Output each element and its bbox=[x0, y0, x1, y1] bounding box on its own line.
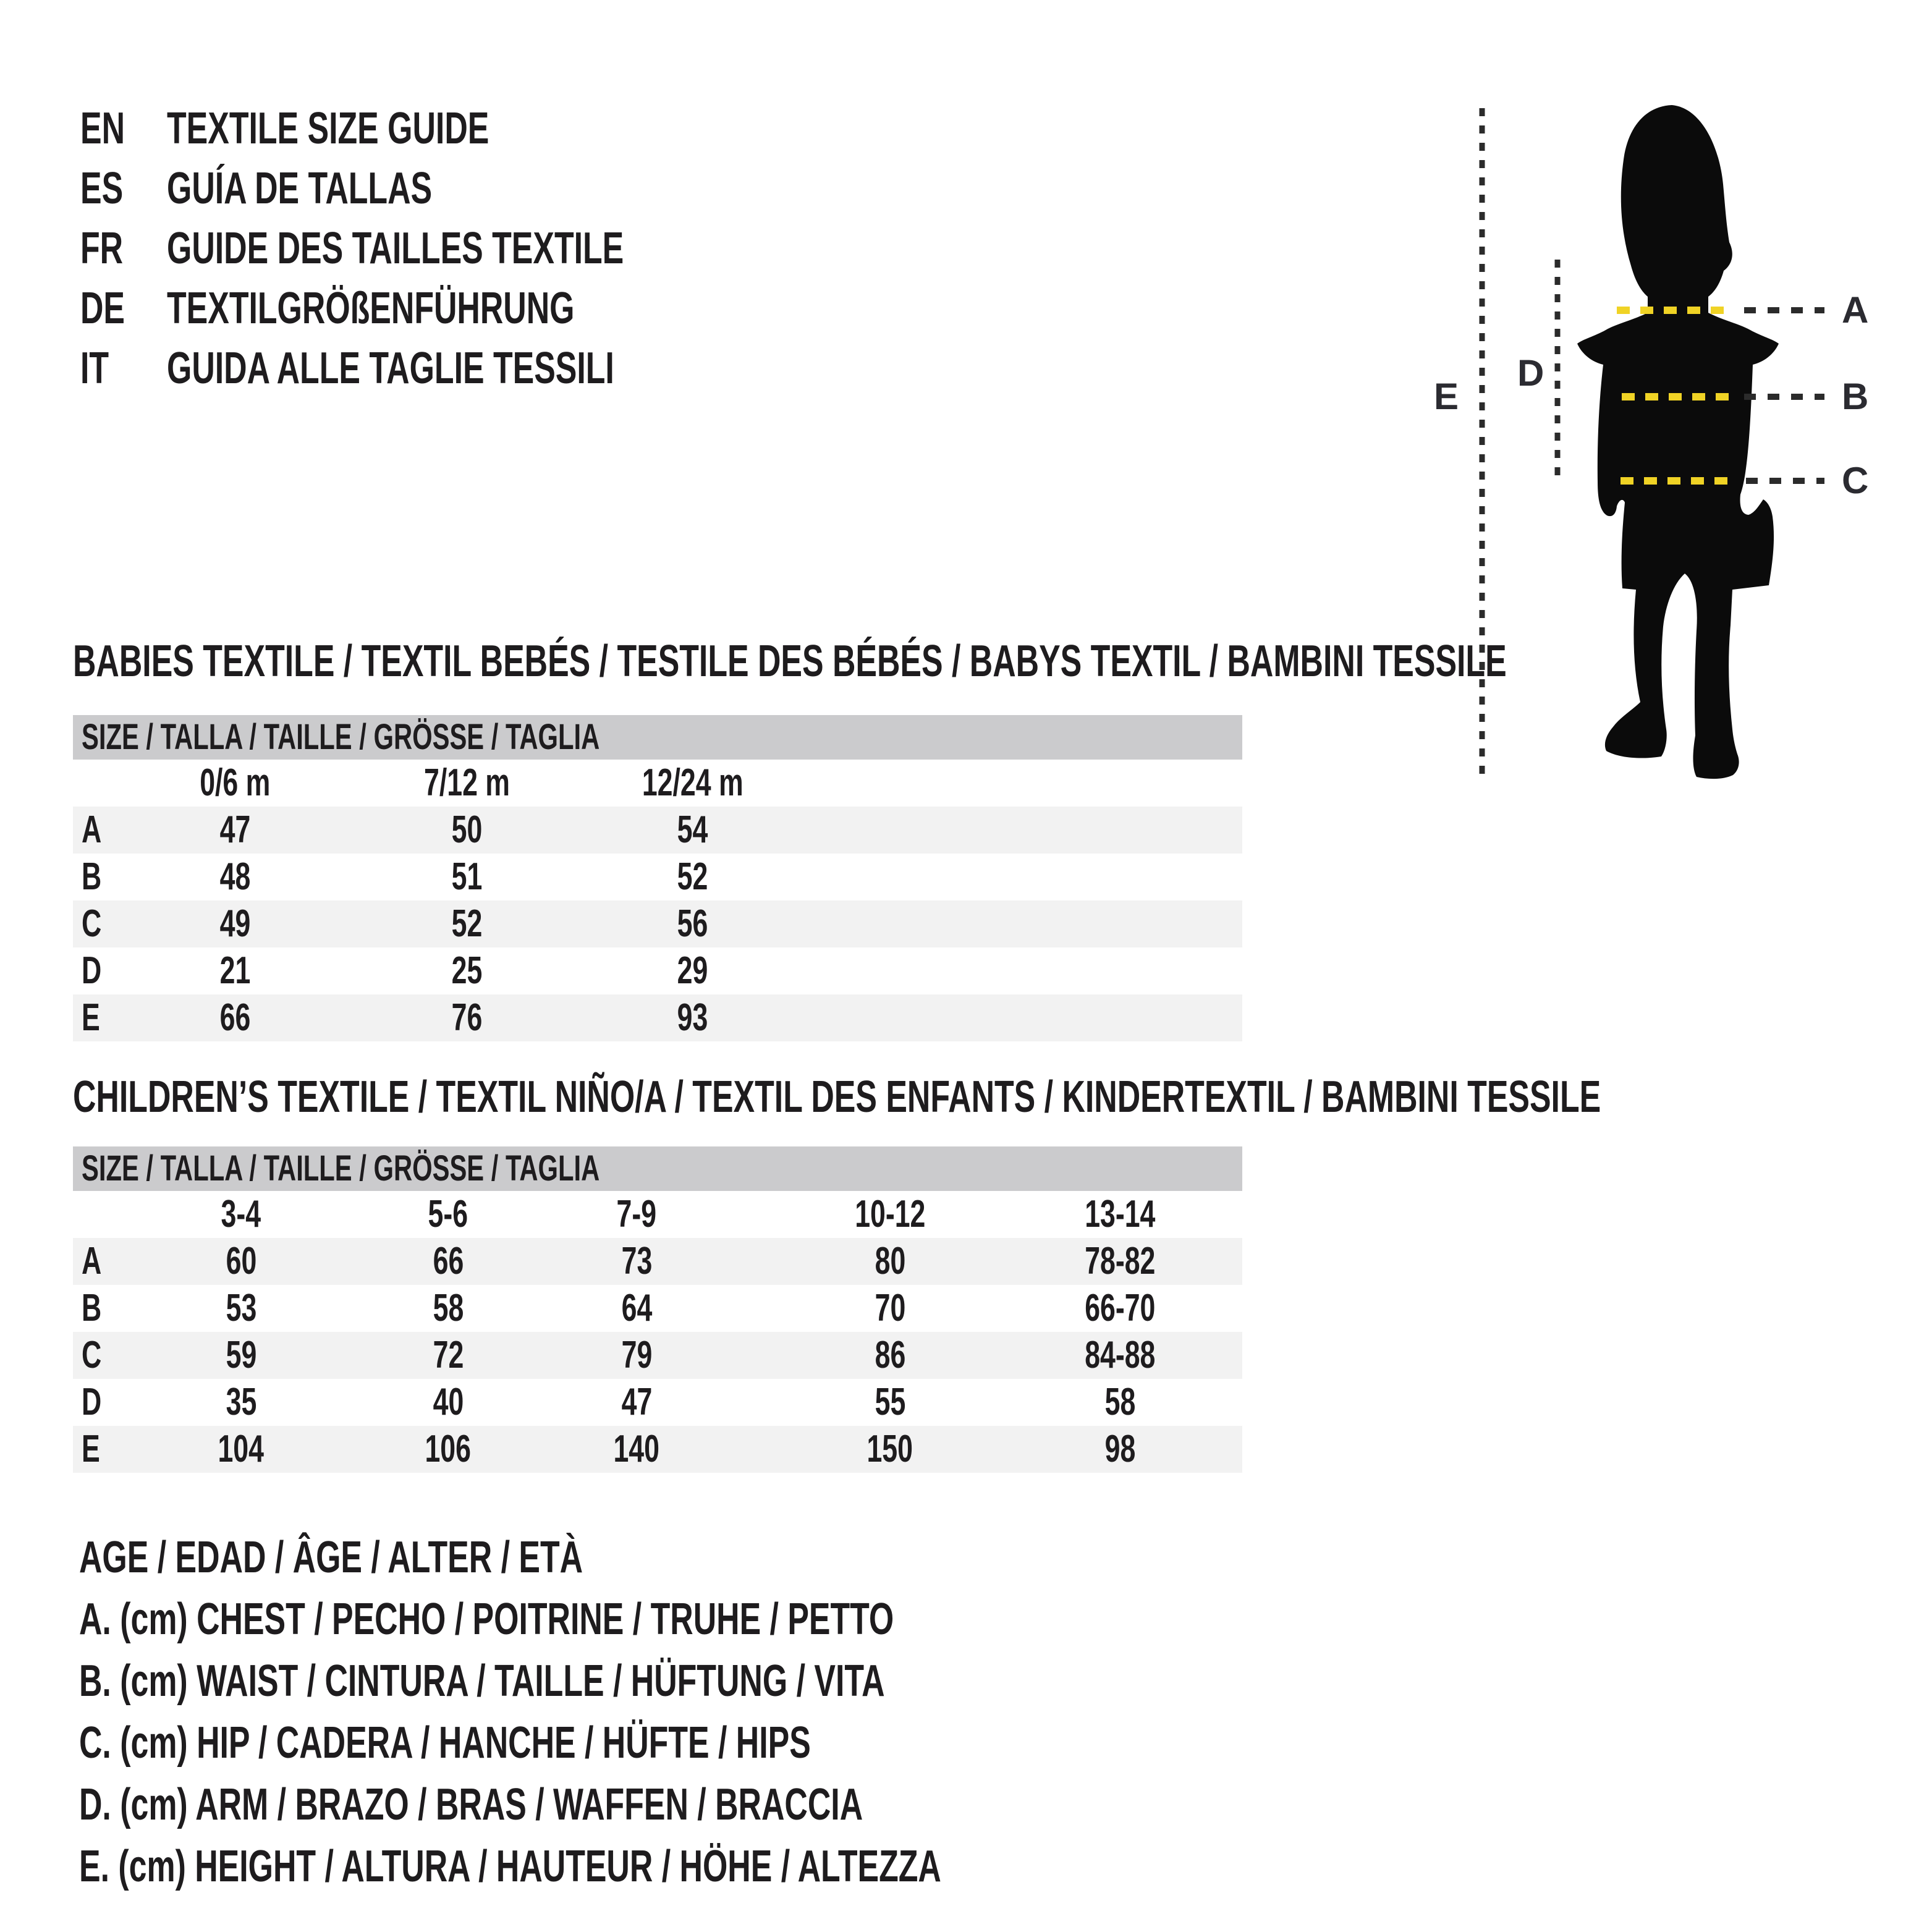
measure-label-B: B bbox=[1842, 376, 1869, 417]
language-row bbox=[80, 99, 802, 159]
children-section-title bbox=[73, 1072, 1932, 1122]
column-header: 7/12 m bbox=[424, 761, 510, 804]
row-label: B bbox=[82, 1287, 102, 1329]
table-cell: 104 bbox=[218, 1428, 265, 1470]
table-cell: 40 bbox=[433, 1381, 464, 1423]
measurement-legend bbox=[79, 1527, 1276, 1897]
table-cell: 29 bbox=[677, 949, 708, 992]
table-cell: 49 bbox=[219, 902, 251, 945]
table-cell: 56 bbox=[677, 902, 708, 945]
table-cell: 84-88 bbox=[1084, 1334, 1156, 1376]
column-header: 3-4 bbox=[221, 1193, 261, 1235]
table-cell: 79 bbox=[621, 1334, 652, 1376]
row-label: E bbox=[82, 996, 100, 1039]
legend-waist-line: B. (cm) WAIST / CINTURA / TAILLE / HÜFTUNG / VITA bbox=[79, 1656, 885, 1706]
table-cell: 64 bbox=[621, 1287, 652, 1329]
table-row bbox=[73, 947, 1242, 994]
row-label: B bbox=[82, 855, 102, 898]
guide-title-es: GUÍA DE TALLAS bbox=[167, 164, 433, 213]
table-cell: 73 bbox=[621, 1240, 652, 1282]
children-section-title-text: CHILDREN’S TEXTILE / TEXTIL NIÑO/A / TEXTIL DES ENFANTS / KINDERTEXTIL / BAMBINI TESSILE bbox=[73, 1072, 1601, 1122]
table-cell: 106 bbox=[425, 1428, 472, 1470]
table-cell: 66 bbox=[219, 996, 251, 1039]
table-cell: 58 bbox=[433, 1287, 464, 1329]
table-cell: 76 bbox=[451, 996, 483, 1039]
table-row bbox=[73, 1379, 1242, 1426]
legend-height-line: E. (cm) HEIGHT / ALTURA / HAUTEUR / HÖHE / ALTEZZA bbox=[79, 1842, 941, 1891]
table-cell: 54 bbox=[677, 808, 708, 851]
row-label: E bbox=[82, 1428, 100, 1470]
table-cell: 21 bbox=[219, 949, 251, 992]
column-header: 7-9 bbox=[616, 1193, 657, 1235]
table-row bbox=[73, 1332, 1242, 1379]
column-header: 10-12 bbox=[854, 1193, 926, 1235]
babies-size-header-bar bbox=[73, 715, 1242, 760]
table-cell: 78-82 bbox=[1084, 1240, 1156, 1282]
table-row bbox=[73, 807, 1242, 854]
table-row bbox=[73, 900, 1242, 947]
table-cell: 150 bbox=[866, 1428, 913, 1470]
table-cell: 72 bbox=[433, 1334, 464, 1376]
table-cell: 58 bbox=[1104, 1381, 1135, 1423]
table-cell: 66 bbox=[433, 1240, 464, 1282]
column-header: 12/24 m bbox=[642, 761, 744, 804]
babies-section-title bbox=[73, 637, 1932, 686]
legend-hip-line: C. (cm) HIP / CADERA / HANCHE / HÜFTE / HIPS bbox=[79, 1718, 811, 1768]
table-row bbox=[73, 1285, 1242, 1332]
table-row bbox=[73, 1426, 1242, 1473]
table-cell: 55 bbox=[875, 1381, 905, 1423]
table-cell: 59 bbox=[226, 1334, 256, 1376]
column-header: 5-6 bbox=[428, 1193, 468, 1235]
measure-label-C: C bbox=[1842, 460, 1869, 501]
table-cell: 60 bbox=[226, 1240, 256, 1282]
size-header-text: SIZE / TALLA / TAILLE / GRÖSSE / TAGLIA bbox=[82, 1148, 600, 1188]
legend-arm-line: D. (cm) ARM / BRAZO / BRAS / WAFFEN / BRACCIA bbox=[79, 1780, 863, 1829]
legend-chest-line: A. (cm) CHEST / PECHO / POITRINE / TRUHE / PETTO bbox=[79, 1595, 894, 1644]
measure-label-E: E bbox=[1434, 376, 1459, 417]
table-row bbox=[73, 1238, 1242, 1285]
language-row bbox=[80, 159, 802, 219]
language-row bbox=[80, 339, 802, 399]
row-label: D bbox=[82, 949, 102, 992]
language-code: DE bbox=[80, 284, 125, 333]
table-cell: 47 bbox=[219, 808, 251, 851]
table-cell: 140 bbox=[613, 1428, 660, 1470]
guide-title-fr: GUIDE DES TAILLES TEXTILE bbox=[167, 224, 624, 273]
children-size-header-bar bbox=[73, 1146, 1242, 1191]
row-label: D bbox=[82, 1381, 102, 1423]
table-row bbox=[73, 994, 1242, 1041]
table-cell: 47 bbox=[621, 1381, 652, 1423]
table-cell: 80 bbox=[875, 1240, 905, 1282]
table-cell: 52 bbox=[451, 902, 483, 945]
table-cell: 98 bbox=[1104, 1428, 1135, 1470]
measure-label-D: D bbox=[1517, 352, 1544, 394]
language-code: ES bbox=[80, 164, 124, 213]
table-cell: 25 bbox=[451, 949, 483, 992]
table-cell: 53 bbox=[226, 1287, 256, 1329]
babies-section-title-text: BABIES TEXTILE / TEXTIL BEBÉS / TESTILE DES BÉBÉS / BABYS TEXTIL / BAMBINI TESSILE bbox=[73, 637, 1507, 686]
row-label: A bbox=[82, 1240, 102, 1282]
guide-title-de: TEXTILGRÖßENFÜHRUNG bbox=[167, 284, 575, 333]
table-cell: 93 bbox=[677, 996, 708, 1039]
row-label: C bbox=[82, 902, 102, 945]
table-cell: 35 bbox=[226, 1381, 256, 1423]
babies-size-table bbox=[73, 715, 1242, 1041]
table-cell: 48 bbox=[219, 855, 251, 898]
table-cell: 50 bbox=[451, 808, 483, 851]
table-cell: 52 bbox=[677, 855, 708, 898]
table-cell: 51 bbox=[451, 855, 483, 898]
language-title-block bbox=[80, 99, 802, 399]
language-code: FR bbox=[80, 224, 124, 273]
language-code: IT bbox=[80, 344, 109, 393]
table-cell: 70 bbox=[875, 1287, 905, 1329]
column-header: 0/6 m bbox=[200, 761, 271, 804]
measure-label-A: A bbox=[1842, 289, 1869, 331]
language-row bbox=[80, 279, 802, 339]
guide-title-it: GUIDA ALLE TAGLIE TESSILI bbox=[167, 344, 614, 393]
table-row bbox=[73, 854, 1242, 900]
guide-title-en: TEXTILE SIZE GUIDE bbox=[167, 104, 489, 153]
children-column-header-row bbox=[73, 1191, 1242, 1238]
babies-column-header-row bbox=[73, 760, 1242, 807]
row-label: A bbox=[82, 808, 102, 851]
children-size-table bbox=[73, 1146, 1242, 1473]
language-code: EN bbox=[80, 104, 125, 153]
table-cell: 86 bbox=[875, 1334, 905, 1376]
size-header-text: SIZE / TALLA / TAILLE / GRÖSSE / TAGLIA bbox=[82, 717, 600, 757]
column-header: 13-14 bbox=[1084, 1193, 1156, 1235]
table-cell: 66-70 bbox=[1084, 1287, 1156, 1329]
legend-age-line: AGE / EDAD / ÂGE / ALTER / ETÀ bbox=[79, 1533, 583, 1582]
row-label: C bbox=[82, 1334, 102, 1376]
language-row bbox=[80, 219, 802, 279]
